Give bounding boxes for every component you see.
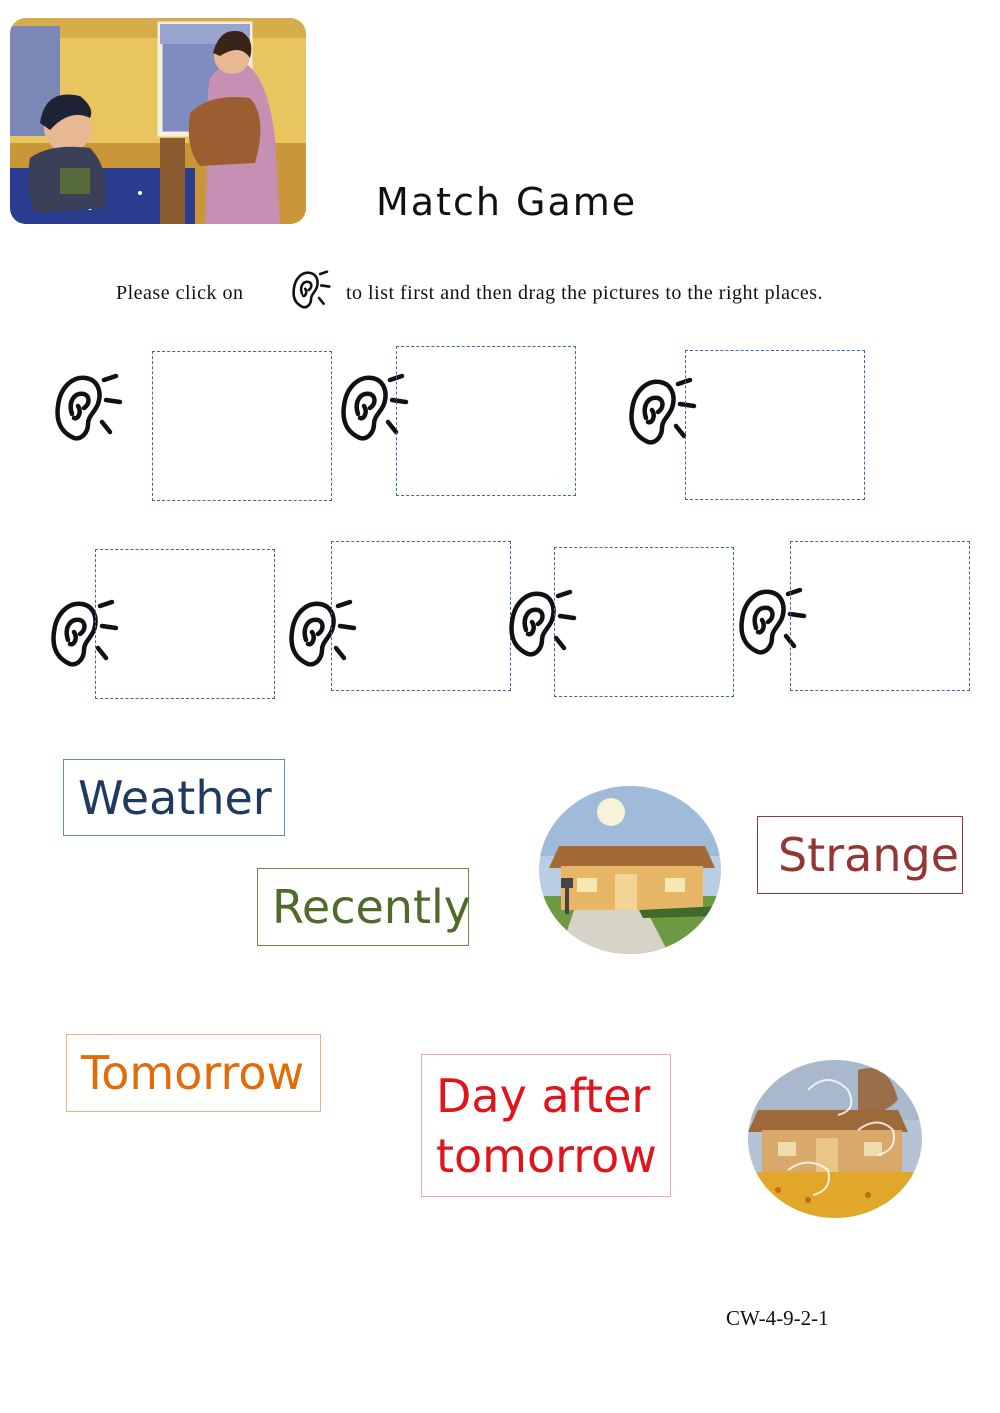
word-label: Recently bbox=[272, 880, 471, 934]
ear-icon[interactable] bbox=[52, 366, 124, 450]
page-title: Match Game bbox=[376, 180, 638, 224]
word-card-tomorrow[interactable] bbox=[66, 1034, 321, 1112]
word-label-line-2: tomorrow bbox=[436, 1128, 657, 1183]
story-illustration bbox=[10, 18, 306, 224]
word-label: Strange bbox=[778, 828, 959, 882]
drop-slot[interactable] bbox=[396, 346, 576, 496]
word-label: Weather bbox=[78, 770, 272, 825]
drop-slot[interactable] bbox=[95, 549, 275, 699]
drop-slot[interactable] bbox=[790, 541, 970, 691]
drop-slot[interactable] bbox=[685, 350, 865, 500]
word-card-strange[interactable] bbox=[757, 816, 963, 894]
instruction-text-start: Please click on bbox=[116, 282, 244, 304]
drop-slot[interactable] bbox=[554, 547, 734, 697]
word-label: Tomorrow bbox=[81, 1046, 305, 1100]
word-card-weather[interactable] bbox=[63, 759, 285, 836]
ear-icon bbox=[289, 266, 333, 314]
calm-night-house-picture[interactable] bbox=[539, 786, 721, 954]
instruction-text-end: to list first and then drag the pictures to the right places. bbox=[346, 282, 824, 304]
word-label-line-1: Day after bbox=[436, 1068, 651, 1123]
word-card-day-after-tomorrow[interactable] bbox=[421, 1054, 671, 1197]
drop-slot[interactable] bbox=[152, 351, 332, 501]
drop-slot[interactable] bbox=[331, 541, 511, 691]
worksheet-code: CW-4-9-2-1 bbox=[726, 1306, 829, 1330]
word-card-recently[interactable] bbox=[257, 868, 469, 946]
windy-autumn-house-picture[interactable] bbox=[748, 1060, 922, 1218]
